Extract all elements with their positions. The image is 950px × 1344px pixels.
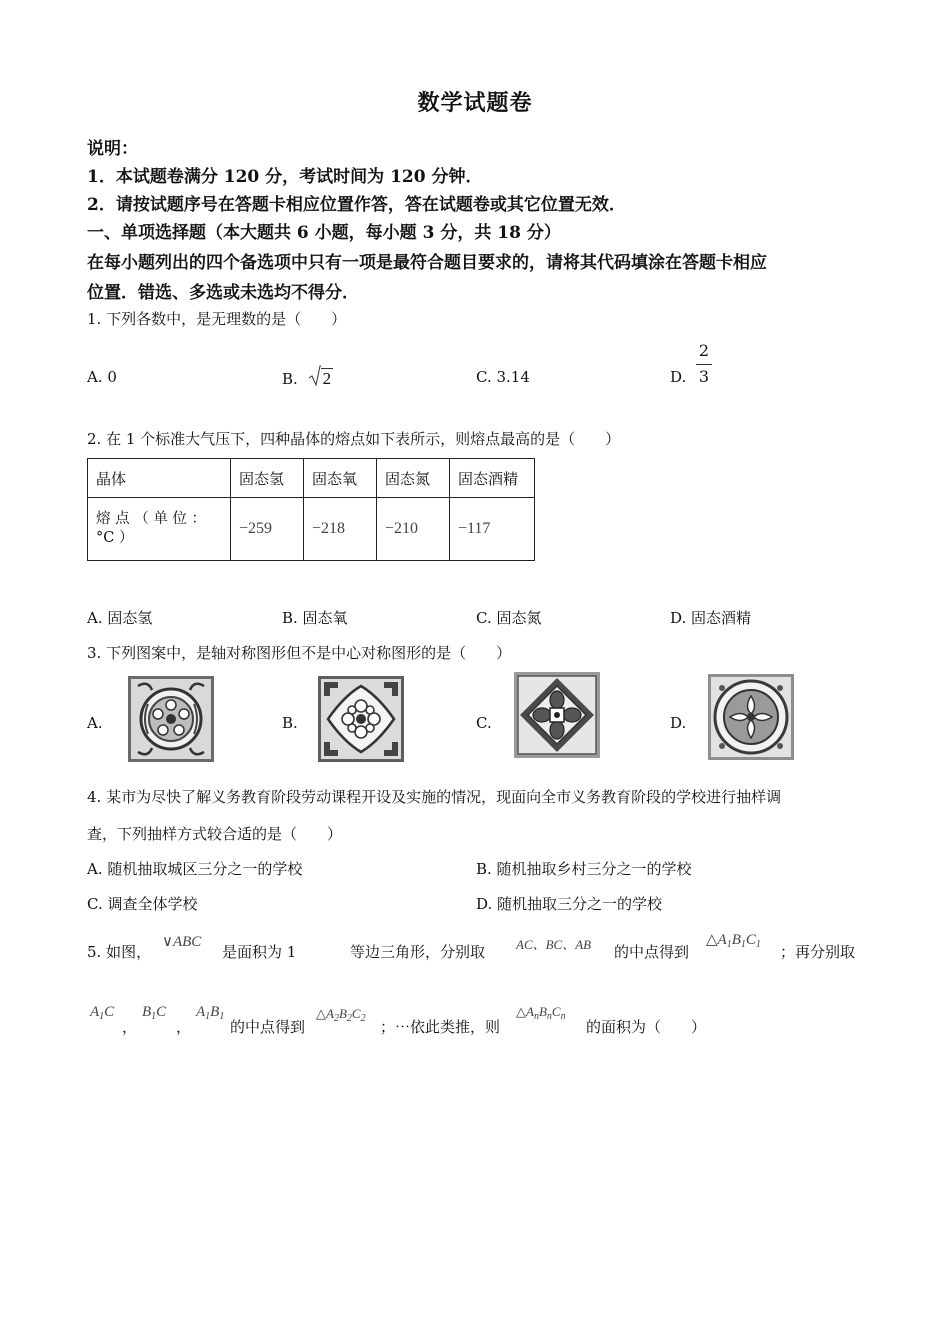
q5-text-4: 的中点得到 bbox=[614, 943, 690, 961]
table-header-cell: 固态酒精 bbox=[450, 459, 535, 498]
radicand: 2 bbox=[322, 369, 332, 388]
tile-pattern-b-image bbox=[318, 676, 404, 762]
triangle-a1b1c1-math: $\triangle A_1B_1C_1$ bbox=[706, 932, 761, 950]
triangle-symbol: △ bbox=[706, 932, 718, 948]
table-header-row bbox=[88, 459, 535, 498]
section-heading: 一、单项选择题（本大题共 6 小题，每小题 3 分，共 18 分） bbox=[87, 223, 561, 243]
table-header-cell: 固态氧 bbox=[304, 459, 377, 498]
q4-option-c: C. 调查全体学校 bbox=[87, 895, 198, 913]
tile-pattern-c-image bbox=[514, 672, 600, 758]
q5-text-5: ；再分别取 bbox=[780, 943, 856, 961]
q1-option-a: A. 0 bbox=[87, 368, 117, 386]
q2-stem: 2. 在 1 个标准大气压下，四种晶体的熔点如下表所示，则熔点最高的是（ ） bbox=[87, 430, 621, 448]
fraction-numerator: 2 bbox=[698, 341, 710, 360]
vertex-label: A bbox=[717, 932, 727, 948]
melting-point-table bbox=[87, 458, 535, 561]
table-cell: −218 bbox=[304, 498, 377, 561]
q1-stem: 1. 下列各数中，是无理数的是（ ） bbox=[87, 310, 347, 328]
q2-option-a: A. 固态氢 bbox=[87, 609, 153, 627]
q3-option-b: B. bbox=[282, 714, 298, 732]
q4-option-d: D. 随机抽取三分之一的学校 bbox=[476, 895, 663, 913]
segment-b1c-math: $B_1C$ bbox=[142, 1004, 167, 1022]
q2-option-c: C. 固态氮 bbox=[476, 609, 542, 627]
table-cell: −259 bbox=[231, 498, 304, 561]
tile-pattern-a-image bbox=[128, 676, 214, 762]
q4-stem-line2: 查，下列抽样方式较合适的是（ ） bbox=[87, 825, 343, 843]
q4-option-b: B. 随机抽取乡村三分之一的学校 bbox=[476, 860, 692, 878]
q5-sep-1: ， bbox=[122, 1018, 138, 1036]
triangle-a2b2c2-math: $\triangle A_2B_2C_2$ bbox=[316, 1006, 366, 1024]
notes-heading: 说明： bbox=[87, 139, 138, 159]
q2-option-b: B. 固态氧 bbox=[282, 609, 348, 627]
section-instruction-2: 位置．错选、多选或未选均不得分． bbox=[87, 283, 359, 303]
table-row-label: 熔 点 （ 单 位 ： °C ） bbox=[88, 498, 231, 561]
q3-option-a: A. bbox=[87, 714, 103, 732]
fraction-denominator: 3 bbox=[698, 367, 710, 386]
q4-option-a: A. 随机抽取城区三分之一的学校 bbox=[87, 860, 303, 878]
table-cell: −117 bbox=[450, 498, 535, 561]
q1-option-b-label: B. bbox=[282, 370, 298, 388]
triangle-anbncn-math: $\triangle A_nB_nC_n$ bbox=[516, 1004, 566, 1022]
midpoints-math-1: AC、BC、AB bbox=[516, 937, 592, 952]
page-title: 数学试题卷 bbox=[417, 90, 533, 116]
q4-stem-line1: 4. 某市为尽快了解义务教育阶段劳动课程开设及实施的情况，现面向全市义务教育阶段的学校进行抽样调 bbox=[87, 788, 782, 806]
table-header-cell: 固态氮 bbox=[377, 459, 450, 498]
segment-a1c-math: $A_1C$ bbox=[90, 1004, 115, 1022]
q1-option-d-label: D. bbox=[670, 368, 687, 386]
tile-pattern-d-image bbox=[708, 674, 794, 760]
q3-stem: 3. 下列图案中，是轴对称图形但不是中心对称图形的是（ ） bbox=[87, 644, 512, 662]
table-header-cell: 固态氢 bbox=[231, 459, 304, 498]
q5-sep-2: ， bbox=[176, 1018, 192, 1036]
q1-option-c: C. 3.14 bbox=[476, 368, 530, 386]
q1-option-b bbox=[282, 368, 333, 389]
fraction-bar bbox=[696, 364, 712, 365]
table-header-cell: 晶体 bbox=[88, 459, 231, 498]
q5-text-1: 5. 如图， bbox=[87, 943, 152, 961]
q5-text-3: 等边三角形，分别取 bbox=[350, 943, 486, 961]
segment-a1b1-math: $A_1B_1$ bbox=[196, 1004, 225, 1022]
table-row bbox=[88, 498, 535, 561]
sqrt-expression bbox=[311, 368, 334, 389]
note-line-2: 2．请按试题序号在答题卡相应位置作答，答在试题卷或其它位置无效． bbox=[87, 195, 626, 215]
section-instruction-1: 在每小题列出的四个备选项中只有一项是最符合题目要求的，请将其代码填涂在答题卡相应 bbox=[87, 253, 767, 273]
q3-option-d: D. bbox=[670, 714, 687, 732]
radical-sign-icon bbox=[309, 365, 321, 387]
q2-option-d: D. 固态酒精 bbox=[670, 609, 752, 627]
q5-text-7: ；⋯依此类推，则 bbox=[380, 1018, 501, 1036]
table-cell: −210 bbox=[377, 498, 450, 561]
q5-text-6: 的中点得到 bbox=[230, 1018, 306, 1036]
q5-text-2: 是面积为 1 bbox=[222, 943, 297, 961]
note-line-1: 1．本试题卷满分 120 分，考试时间为 120 分钟． bbox=[87, 167, 483, 187]
q5-text-8: 的面积为（ ） bbox=[586, 1018, 707, 1036]
triangle-abc-math: ∨ABC bbox=[162, 934, 202, 950]
q3-option-c: C. bbox=[476, 714, 492, 732]
